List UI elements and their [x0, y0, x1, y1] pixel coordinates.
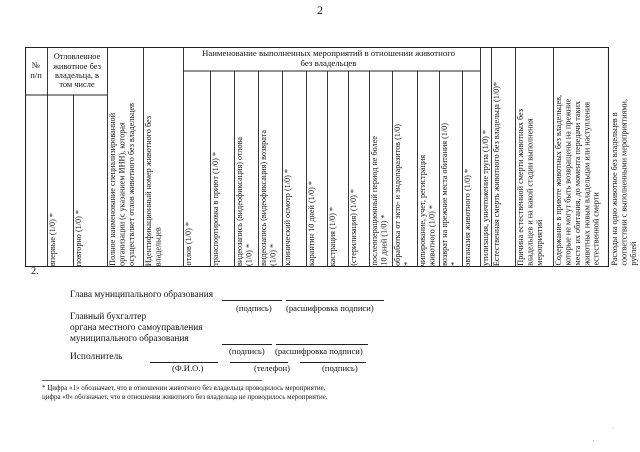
col-chipping-header [418, 72, 438, 266]
col-organization-header [108, 48, 142, 266]
head-name-line [286, 300, 384, 301]
executor-sub-sign: (подпись) [322, 363, 358, 373]
col-clinical-exam-header [283, 72, 305, 266]
accountant-line2: органа местного самоуправления [70, 323, 203, 333]
col-repeat-label: повторно (1/0) * [74, 209, 83, 266]
report-table [25, 47, 638, 267]
col-postop-period-header [370, 72, 391, 266]
col-quarantine-label: карантин 10 дней (1/0) * [307, 181, 316, 266]
header-captured-animal: Отловленное животное без владельца, в том числе [53, 52, 101, 90]
footnote-line2: цифра «0» обозначает, что в отношении животного без владельца не проводилось мероприятие. [42, 393, 328, 402]
col-organization-label: Полное наименование специализированной организации (с указанием ИНН), которая осуществляет отлов животного без владельцев [108, 103, 136, 266]
col-death-reason-header [516, 48, 552, 266]
col-capture-label: отлов (1/0) * [184, 222, 193, 266]
scan-speck: · [612, 426, 614, 432]
col-death-reason-label: Причина естественной смерти животных без владельцев и на какой стадии выполнения мероприятий [516, 109, 544, 266]
col-expenses-header [610, 48, 638, 266]
col-animal-id-label: Идентификационный номер животного без владельцев [144, 115, 163, 266]
col-transport-label: транспортировка в приют (1/0) * [211, 152, 220, 266]
col-video-return-label: видеозапись (видеофиксация) возврата (1/0) * [259, 130, 278, 266]
accountant-line1: Главный бухгалтер [70, 312, 147, 322]
executor-label: Исполнитель [70, 352, 123, 362]
head-label: Глава муниципального образования [70, 290, 214, 300]
col-video-return-header [259, 72, 281, 266]
col-return-habitat-header [440, 72, 461, 266]
head-sub-name: (расшифровка подписи) [286, 303, 374, 313]
accountant-line3: муниципального образования [70, 334, 189, 344]
header-measures: Наименование выполненных мероприятий в отношении животного без владельцев [201, 48, 456, 68]
accountant-name-line [276, 344, 368, 345]
col-animal-id-header [144, 48, 182, 266]
col-euthanasia-header [463, 72, 479, 266]
accountant-signature-line [222, 344, 272, 345]
col-castration-label: кастрация (1/0) * [328, 206, 337, 266]
col-first-time-label: впервые (1/0) * [48, 212, 57, 266]
head-sub-sign: (подпись) [236, 303, 272, 313]
col-postop-period-label: послеоперационный период не более 10 дней (1/0) * [370, 136, 389, 266]
scan-speck: . [593, 437, 595, 443]
col-euthanasia-label: эвтаназия животного (1/0) * [463, 168, 472, 266]
col-capture-header [184, 72, 209, 266]
col-shelter-keeping-header [554, 48, 608, 266]
col-video-capture-label: видеозапись (видеофиксация) отлова (1/0) * [235, 136, 254, 266]
row-number: 2. [31, 266, 39, 277]
head-signature-line [222, 300, 282, 301]
executor-sub-fio: (Ф.И.О.) [172, 363, 204, 373]
col-return-habitat-label: возврат на прежние места обитания (1/0) * [440, 123, 459, 266]
col-castration-header [328, 72, 347, 266]
col-video-capture-header [235, 72, 257, 266]
col-clinical-exam-label: клинический осмотр (1/0) * [283, 169, 292, 266]
col-natural-death-header [492, 48, 514, 266]
footnote-rule [42, 380, 262, 381]
col-shelter-keeping-label: Содержание в приюте животных без владельцев, которые не могут быть возвращены на прежние места их обитания, до момента передачи таких животных новым владельцам или наступления естественной смерти [554, 95, 601, 266]
col-disposal-label: утилизация, уничтожение трупа (1/0) * [481, 130, 490, 266]
col-parasite-treatment-label: обработка от экто- и эндопаразитов (1/0) * [393, 124, 412, 266]
page-number: 2 [317, 3, 323, 17]
col-sterilization-label: (стерилизация) (1/0) * [349, 189, 358, 266]
col-first-time-header [48, 96, 72, 266]
col-natural-death-label: Естественная смерть животного без владельца (1/0)* [492, 81, 501, 266]
col-expenses-label: Расходы на одно животное без владельцев в соответствии с выполненными мероприятиями, рублей [610, 99, 638, 266]
col-quarantine-header [307, 72, 326, 266]
col-disposal-header [481, 48, 490, 266]
col-chipping-label: чипирование, учет, регистрация животного (1/0) * [418, 154, 437, 266]
col-sterilization-header [349, 72, 368, 266]
footnote [42, 384, 602, 403]
executor-sub-phone: (телефон) [254, 363, 290, 373]
col-transport-header [211, 72, 233, 266]
header-number: № п/п [30, 60, 42, 80]
col-repeat-header [74, 96, 106, 266]
col-parasite-treatment-header [393, 72, 416, 266]
accountant-sub-sign: (подпись) [229, 346, 265, 356]
footnote-line1: * Цифра «1» обозначает, что в отношении животного без владельца проводилось мероприятие, [42, 384, 326, 392]
accountant-sub-name: (расшифровка подписи) [275, 346, 363, 356]
